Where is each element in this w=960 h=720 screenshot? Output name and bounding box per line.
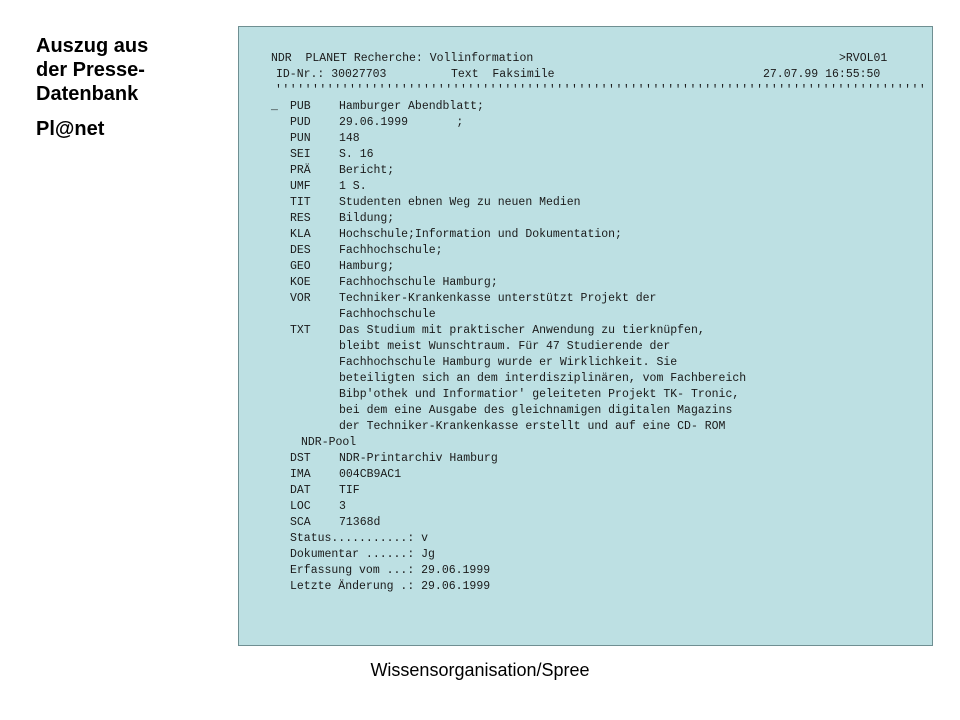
separator-line: '''''''''''''''''''''''''''''''''''''''''''''''''''''''''''''''''''''''''''''''''''''''' (275, 84, 927, 97)
field-value: Das Studium mit praktischer Anwendung zu tierknüpfen, (339, 324, 705, 337)
field-row (271, 259, 395, 275)
terminal-subheader (271, 67, 881, 83)
archive-value: 71368d (339, 516, 381, 529)
cursor-marker: _ (271, 100, 278, 113)
field-value: Techniker-Krankenkasse unterstützt Projekt der (339, 292, 657, 305)
view-mode: Text Faksimile (451, 68, 555, 81)
archive-row (271, 499, 346, 515)
field-value: Fachhochschule Hamburg; (339, 276, 498, 289)
field-row (271, 355, 678, 371)
field-code: PUD (290, 116, 311, 129)
field-value: bleibt meist Wunschtraum. Für 47 Studierende der (339, 340, 671, 353)
field-code: PRÄ (290, 164, 311, 177)
archive-code: LOC (290, 500, 311, 513)
field-code: PUB (290, 100, 311, 113)
field-row (271, 291, 657, 307)
field-row (271, 131, 360, 147)
field-value: Hamburg; (339, 260, 395, 273)
field-value: 1 S. (339, 180, 367, 193)
field-code: GEO (290, 260, 311, 273)
archive-code: DAT (290, 484, 311, 497)
terminal-screenshot (238, 26, 933, 646)
meta-row (271, 563, 491, 579)
field-value: der Techniker-Krankenkasse erstellt und auf eine CD- ROM (339, 420, 726, 433)
field-code: TXT (290, 324, 311, 337)
meta-line: Status...........: v (290, 532, 429, 545)
field-code: VOR (290, 292, 311, 305)
meta-row (271, 547, 435, 563)
field-row (271, 323, 705, 339)
field-value: Bericht; (339, 164, 395, 177)
terminal-header-title: NDR PLANET Recherche: Vollinformation (271, 52, 534, 65)
field-code: UMF (290, 180, 311, 193)
field-row (271, 243, 443, 259)
field-code: SEI (290, 148, 311, 161)
timestamp: 27.07.99 16:55:50 (763, 68, 881, 81)
field-code: RES (290, 212, 311, 225)
terminal-screen (271, 51, 927, 595)
pool-label: NDR-Pool (301, 436, 357, 449)
field-row (271, 371, 747, 387)
field-code: TIT (290, 196, 311, 209)
archive-code: IMA (290, 468, 311, 481)
field-value: 148 (339, 132, 360, 145)
meta-line: Letzte Änderung .: 29.06.1999 (290, 580, 491, 593)
field-row (271, 387, 740, 403)
terminal-screen-code: >RVOL01 (839, 52, 888, 65)
field-row (271, 211, 395, 227)
meta-line: Dokumentar ......: Jg (290, 548, 435, 561)
field-row (271, 403, 733, 419)
meta-line: Erfassung vom ...: 29.06.1999 (290, 564, 491, 577)
field-value: S. 16 (339, 148, 374, 161)
product-name: Pl@net (36, 118, 105, 140)
archive-code: DST (290, 452, 311, 465)
title-line: der Presse- (36, 59, 145, 81)
field-value: Bildung; (339, 212, 395, 225)
archive-value: 3 (339, 500, 346, 513)
field-code: PUN (290, 132, 311, 145)
slide-title (36, 34, 226, 141)
pool-row (271, 435, 357, 451)
terminal-header (271, 51, 888, 67)
meta-row (271, 531, 429, 547)
field-value: Bibp'othek und Informatior' geleiteten Projekt TK- Tronic, (339, 388, 740, 401)
field-code: KLA (290, 228, 311, 241)
field-row (271, 147, 374, 163)
footer-caption: Wissensorganisation/Spree (370, 660, 590, 680)
field-row (271, 227, 622, 243)
field-row (271, 339, 671, 355)
archive-row (271, 467, 402, 483)
field-row (271, 195, 581, 211)
field-value: 29.06.1999 ; (339, 116, 464, 129)
field-row (271, 419, 726, 435)
field-code: KOE (290, 276, 311, 289)
field-row (271, 179, 367, 195)
archive-value: NDR-Printarchiv Hamburg (339, 452, 498, 465)
document-id: ID-Nr.: 30027703 (276, 68, 387, 81)
field-value: Studenten ebnen Weg zu neuen Medien (339, 196, 581, 209)
field-value: Hamburger Abendblatt; (339, 100, 484, 113)
field-value: Hochschule;Information und Dokumentation; (339, 228, 622, 241)
meta-row (271, 579, 491, 595)
field-row (271, 99, 484, 115)
field-value: bei dem eine Ausgabe des gleichnamigen digitalen Magazins (339, 404, 733, 417)
archive-code: SCA (290, 516, 311, 529)
field-value: beteiligten sich an dem interdisziplinären, vom Fachbereich (339, 372, 747, 385)
archive-row (271, 451, 498, 467)
title-line: Auszug aus (36, 35, 149, 57)
field-row (271, 275, 498, 291)
title-line: Datenbank (36, 83, 139, 105)
field-value: Fachhochschule; (339, 244, 443, 257)
separator-row (271, 83, 927, 99)
field-row (271, 115, 464, 131)
archive-row (271, 483, 360, 499)
archive-value: 004CB9AC1 (339, 468, 402, 481)
archive-row (271, 515, 381, 531)
field-value: Fachhochschule (339, 308, 436, 321)
field-row (271, 163, 395, 179)
field-code: DES (290, 244, 311, 257)
archive-value: TIF (339, 484, 360, 497)
field-value: Fachhochschule Hamburg wurde er Wirklichkeit. Sie (339, 356, 678, 369)
field-row (271, 307, 436, 323)
